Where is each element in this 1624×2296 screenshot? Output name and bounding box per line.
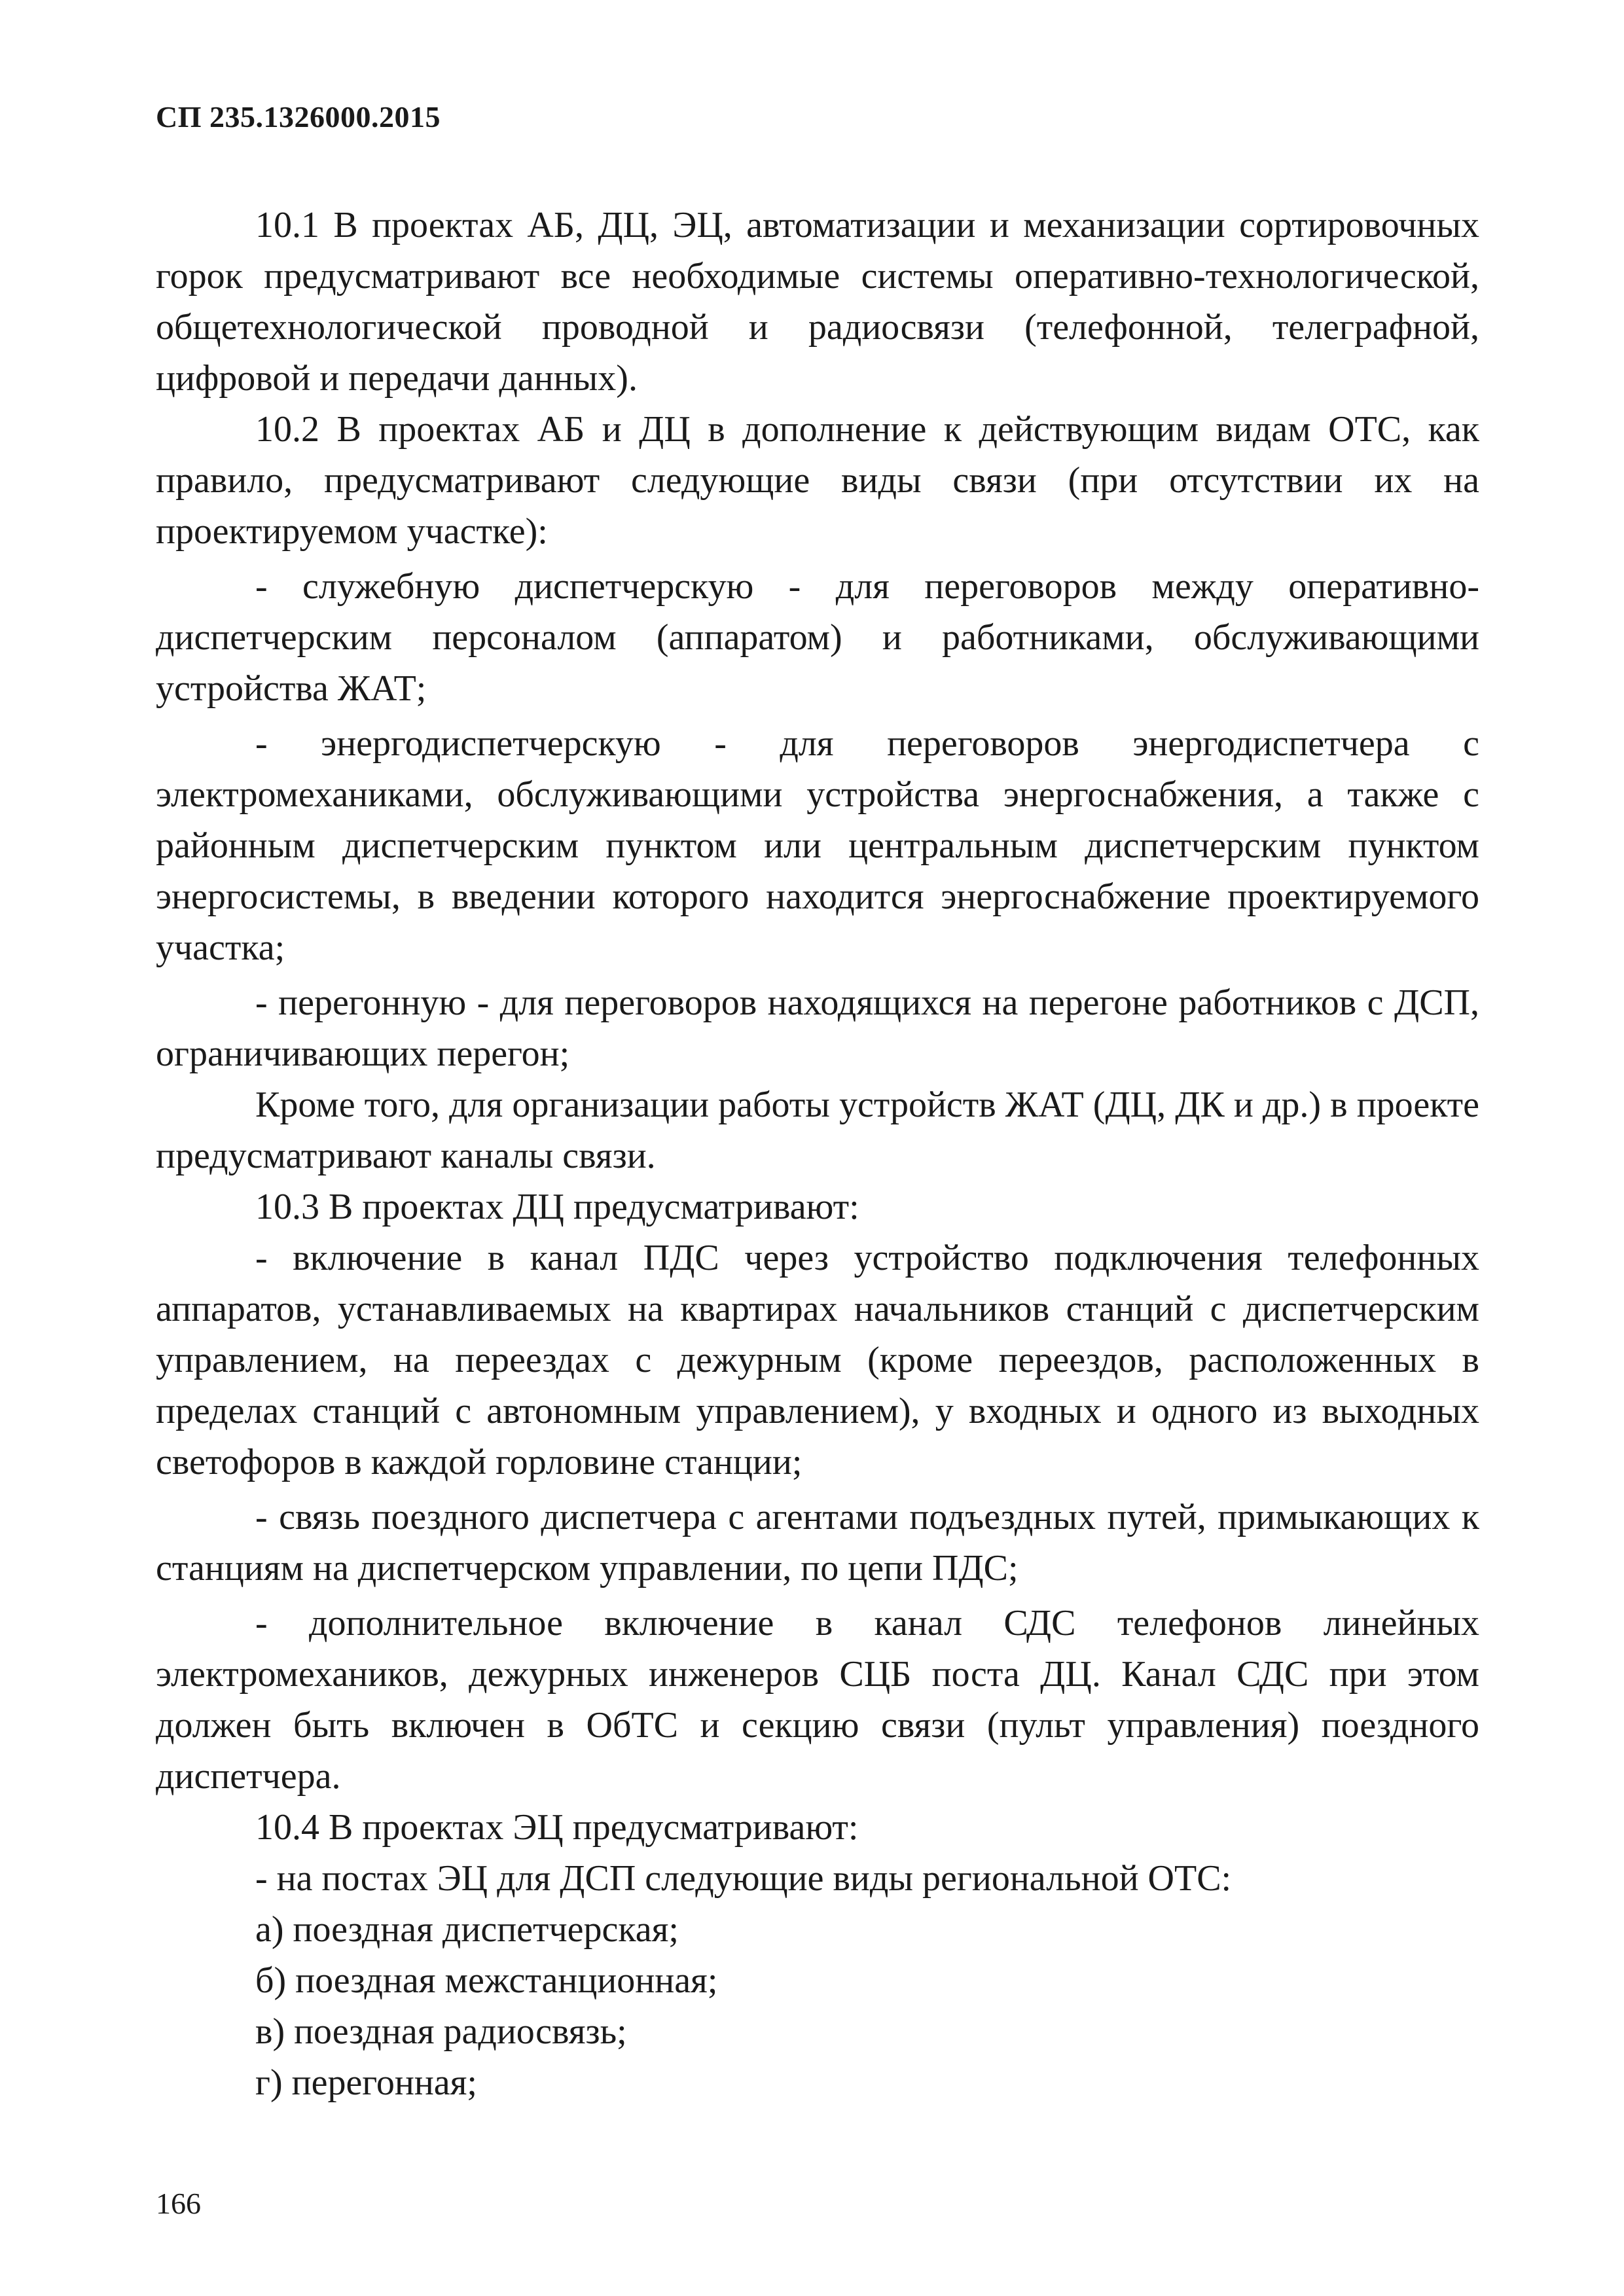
list-item-energy-dispatch: - энергодиспетчерскую - для переговоров энергодиспетчера с электромеханиками, обслуживающими устройства энергоснабжения, а также с районным диспетчерским пунктом или центральным диспетчерским пунктом энергосистемы, в введении которого находится энергоснабжение проектируемого участка; bbox=[156, 723, 1479, 968]
sub-item-b: б) поездная межстанционная; bbox=[255, 1960, 718, 2001]
paragraph-10-2: 10.2 В проектах АБ и ДЦ в дополнение к действующим видам ОТС, как правило, предусматривают следующие виды связи (при отсутствии их на проектируемом участке): bbox=[156, 409, 1479, 552]
sub-item-g: г) перегонная; bbox=[255, 2062, 477, 2103]
list-item-train-dispatcher-agents: - связь поездного диспетчера с агентами подъездных путей, примыкающих к станциям на диспетчерском управлении, по цепи ПДС; bbox=[156, 1497, 1479, 1588]
page-number: 166 bbox=[156, 2187, 201, 2220]
list-item-pds-channel: - включение в канал ПДС через устройство подключения телефонных аппаратов, устанавливаемых на квартирах начальников станций с диспетчерским управлением, на переездах с дежурным (кроме переездов, расположенных в пределах станций с автономным управлением), у входных и одного из выходных светофоров в каждой горловине станции; bbox=[156, 1238, 1479, 1482]
paragraph-communication-channels: Кроме того, для организации работы устройств ЖАТ (ДЦ, ДК и др.) в проекте предусматривают каналы связи. bbox=[156, 1085, 1479, 1176]
sub-item-a: а) поездная диспетчерская; bbox=[255, 1909, 679, 1950]
list-item-ec-posts: - на постах ЭЦ для ДСП следующие виды региональной ОТС: bbox=[255, 1858, 1232, 1899]
document-code-header: СП 235.1326000.2015 bbox=[156, 100, 441, 134]
list-item-haul-communication: - перегонную - для переговоров находящихся на перегоне работников с ДСП, ограничивающих перегон; bbox=[156, 982, 1479, 1074]
paragraph-10-4: 10.4 В проектах ЭЦ предусматривают: bbox=[255, 1807, 859, 1848]
paragraph-10-1: 10.1 В проектах АБ, ДЦ, ЭЦ, автоматизации и механизации сортировочных горок предусматривают все необходимые системы оперативно-технологической, общетехнологической проводной и радиосвязи (телефонной, телеграфной, цифровой и передачи данных). bbox=[156, 205, 1479, 399]
paragraph-10-3: 10.3 В проектах ДЦ предусматривают: bbox=[255, 1187, 859, 1227]
sub-item-v: в) поездная радиосвязь; bbox=[255, 2011, 627, 2052]
document-body bbox=[156, 200, 1479, 2108]
list-item-service-dispatch: - служебную диспетчерскую - для переговоров между оперативно-диспетчерским персоналом (аппаратом) и работниками, обслуживающими устройства ЖАТ; bbox=[156, 566, 1479, 709]
list-item-sds-channel: - дополнительное включение в канал СДС телефонов линейных электромехаников, дежурных инженеров СЦБ поста ДЦ. Канал СДС при этом должен быть включен в ОбТС и секцию связи (пульт управления) поездного диспетчера. bbox=[156, 1603, 1479, 1797]
